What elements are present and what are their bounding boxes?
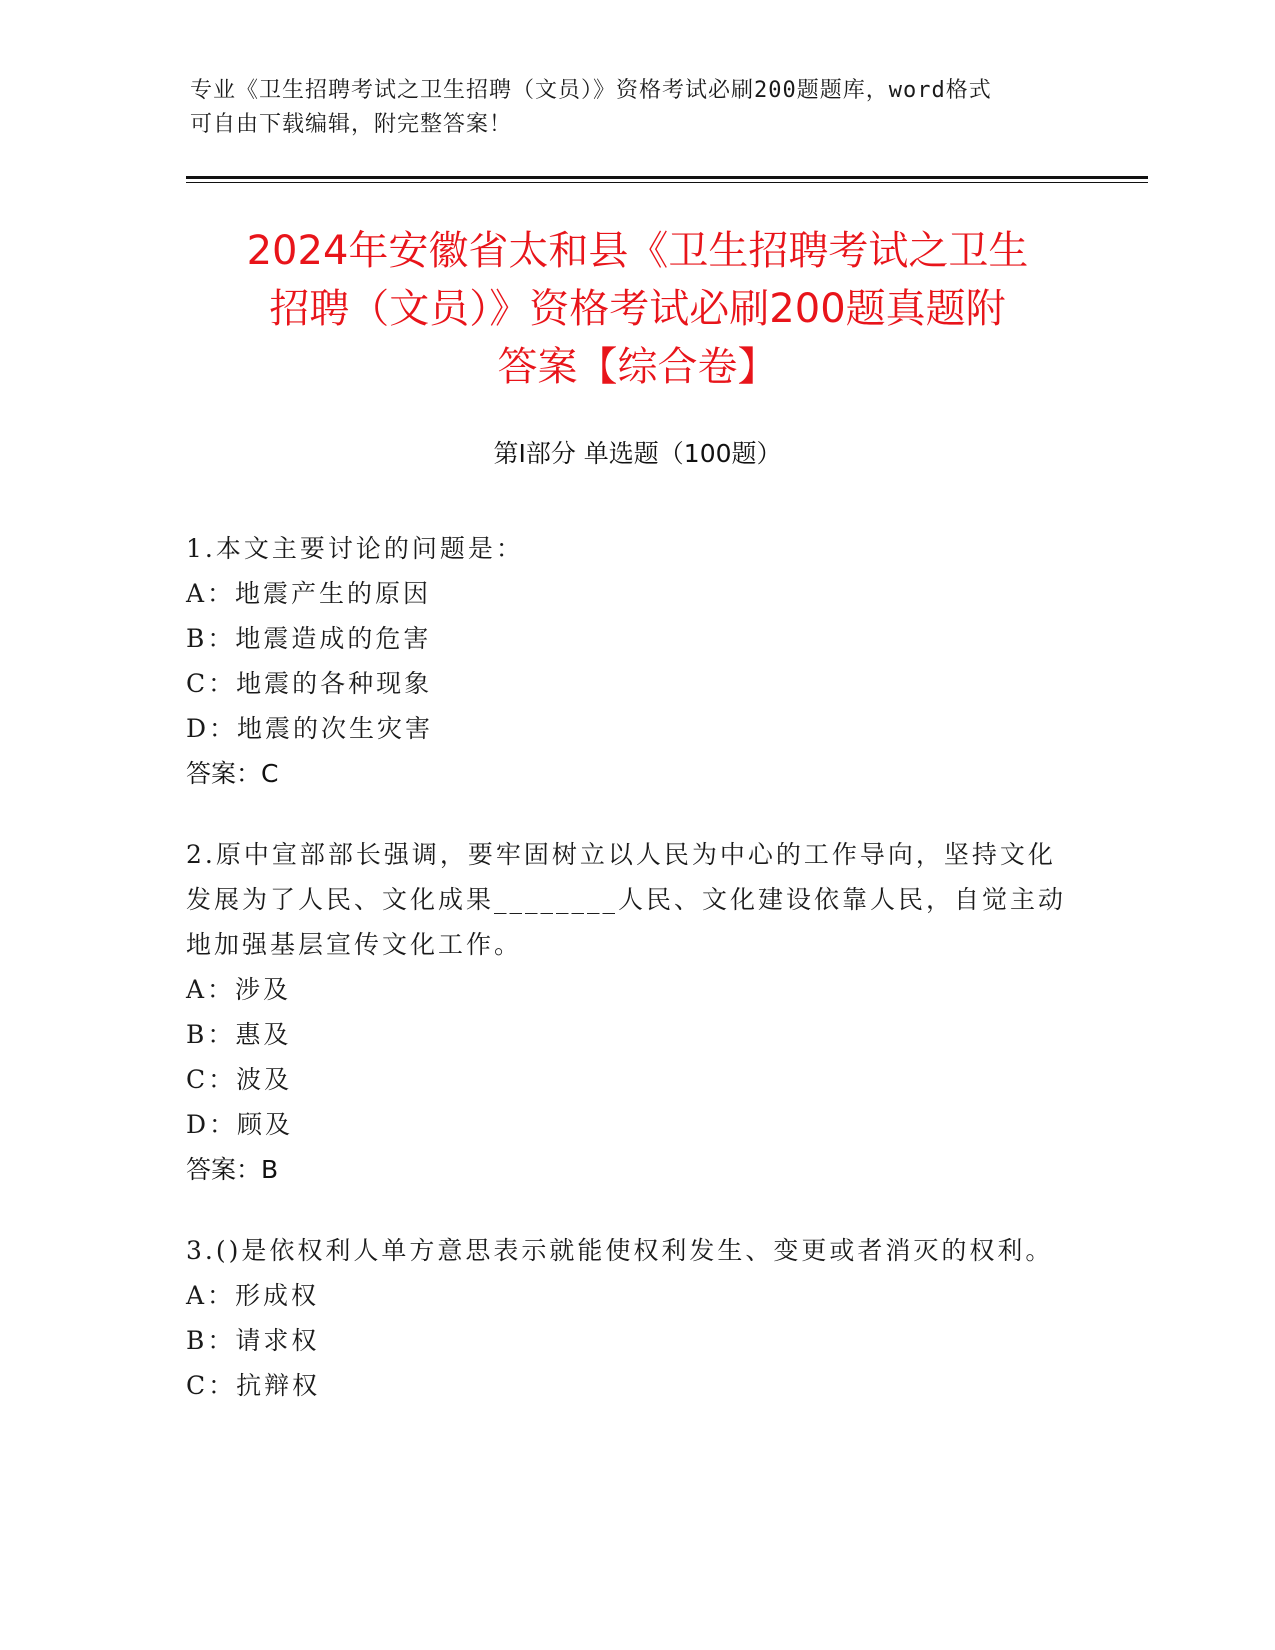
question-2 <box>186 832 1066 1192</box>
header-divider-thick <box>186 176 1148 179</box>
option-d: D：顾及 <box>186 1110 294 1139</box>
header-line-1: 专业《卫生招聘考试之卫生招聘（文员）》资格考试必刷200题题库，word格式 <box>190 78 992 103</box>
option-b: B：请求权 <box>186 1326 320 1355</box>
question-stem: 1.本文主要讨论的问题是： <box>186 534 524 563</box>
question-stem: 2.原中宣部部长强调，要牢固树立以人民为中心的工作导向，坚持文化发展为了人民、文化成果________人民、文化建设依靠人民，自觉主动地加强基层宣传文化工作。 <box>186 840 1067 959</box>
header-line-2: 可自由下载编辑，附完整答案！ <box>190 112 513 137</box>
title-line-3: 答案【综合卷】 <box>497 344 778 390</box>
question-list <box>186 526 1066 1444</box>
document-title <box>170 222 1105 396</box>
section-title: 第Ⅰ部分 单选题（100题） <box>493 439 782 468</box>
option-c: C：波及 <box>186 1065 293 1094</box>
title-line-2: 招聘（文员）》资格考试必刷200题真题附 <box>269 286 1006 332</box>
answer: 答案：B <box>186 1155 279 1184</box>
option-b: B：地震造成的危害 <box>186 624 432 653</box>
answer: 答案：C <box>186 759 279 788</box>
option-a: A：形成权 <box>186 1281 320 1310</box>
title-line-1: 2024年安徽省太和县《卫生招聘考试之卫生 <box>246 228 1029 274</box>
question-stem: 3.()是依权利人单方意思表示就能使权利发生、变更或者消灭的权利。 <box>186 1236 1054 1265</box>
question-3 <box>186 1228 1066 1408</box>
option-b: B：惠及 <box>186 1020 292 1049</box>
option-a: A：地震产生的原因 <box>186 579 432 608</box>
option-c: C：地震的各种现象 <box>186 669 433 698</box>
option-d: D：地震的次生灾害 <box>186 714 434 743</box>
option-a: A：涉及 <box>186 975 292 1004</box>
option-c: C：抗辩权 <box>186 1371 321 1400</box>
header-note <box>190 74 1070 142</box>
header-divider-thin <box>186 182 1148 183</box>
question-1 <box>186 526 1066 796</box>
